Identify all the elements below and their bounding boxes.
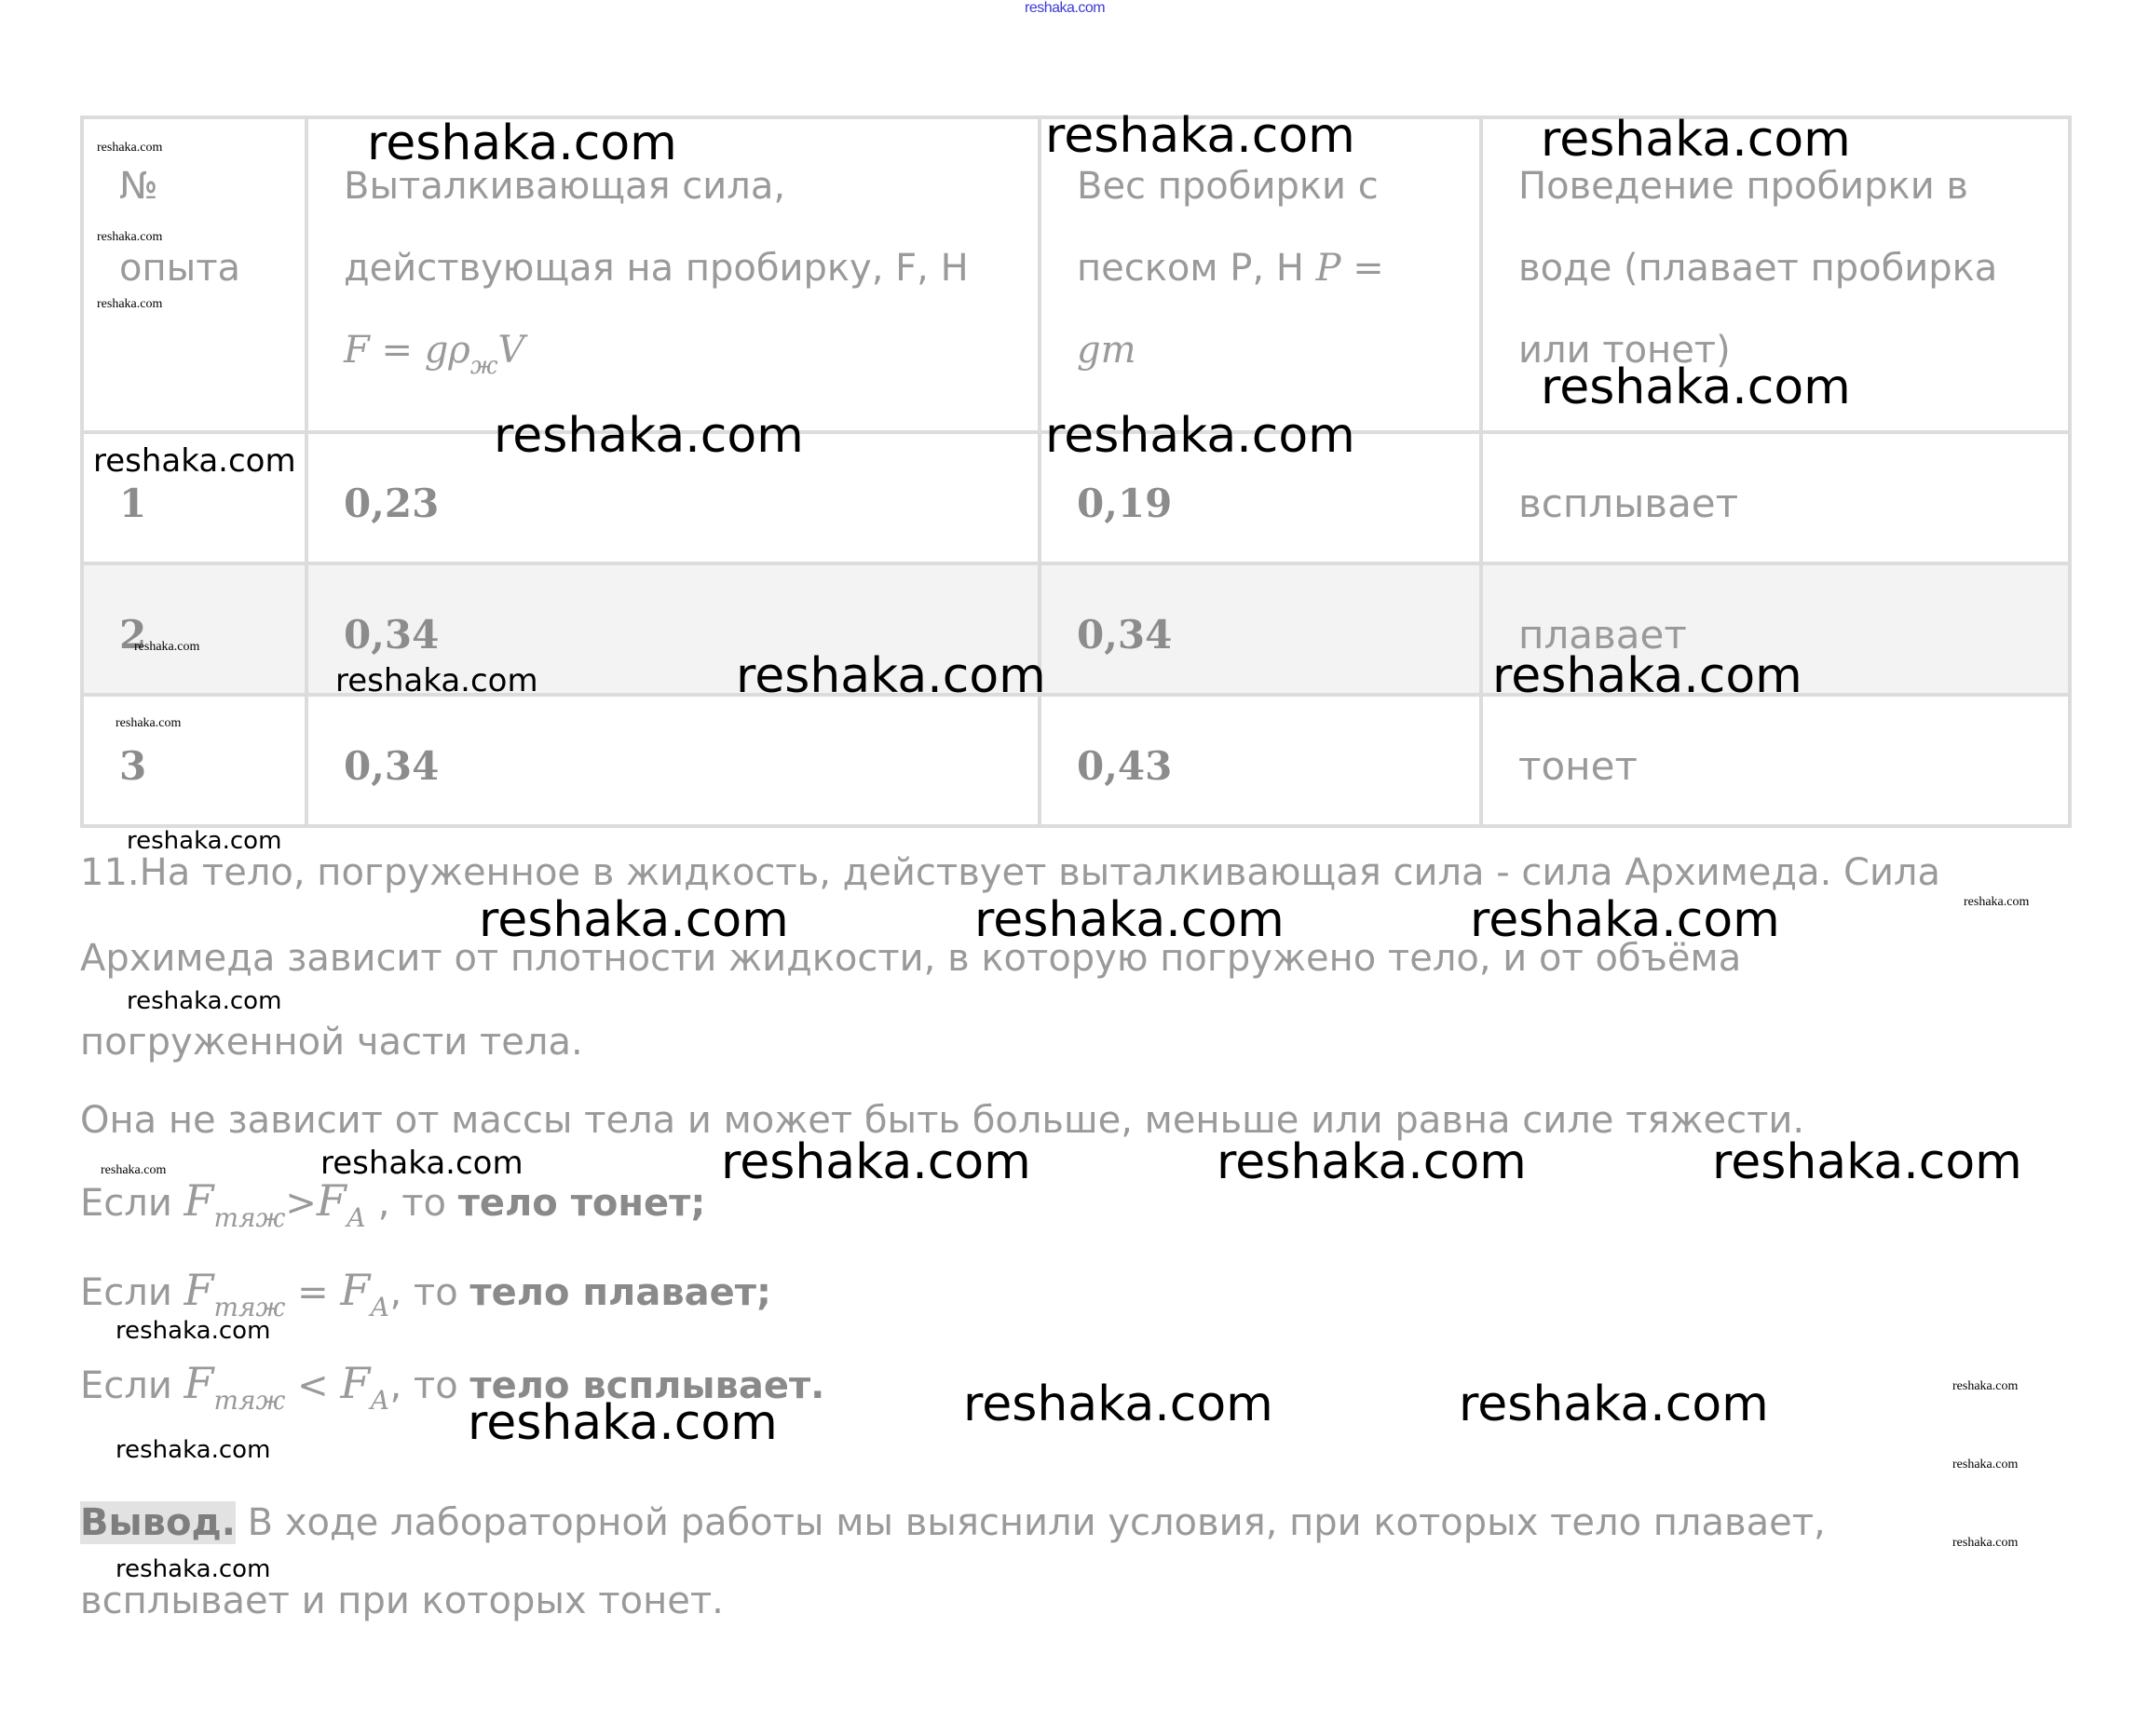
watermark: reshaka.com [721,1134,1031,1190]
watermark: reshaka.com [1217,1134,1527,1190]
buoyant-force-value: 0,34 [306,563,1040,695]
paragraph-line: погруженной части тела. [80,1021,583,1064]
watermark: reshaka.com [1952,1458,2019,1472]
watermark: reshaka.com [494,408,804,464]
watermark: reshaka.com [116,1555,271,1583]
watermark: reshaka.com [97,297,163,311]
buoyant-force-formula: $F = g\rho_жV$ [344,329,525,380]
watermark: reshaka.com [1492,648,1802,704]
watermark: reshaka.com [1952,1379,2019,1393]
watermark: reshaka.com [93,442,296,480]
watermark: reshaka.com [97,230,163,244]
experiment-number: 2 [82,563,306,695]
watermark: reshaka.com [479,892,789,948]
header-tube-weight: Вес пробирки с песком P, Н P = gm [1040,117,1481,432]
watermark: reshaka.com [1470,892,1780,948]
watermark: reshaka.com [127,987,282,1015]
watermark: reshaka.com [116,716,182,730]
watermark: reshaka.com [1459,1377,1769,1432]
condition-rises: Если $F_{тяж} < F_А$, то тело всплывает. [80,1358,825,1416]
behavior-value: всплывает [1481,432,2070,563]
condition-sinks: Если $F_{тяж}>F_А$ , то тело тонет; [80,1175,706,1233]
watermark: reshaka.com [1712,1134,2022,1190]
buoyant-force-value: 0,34 [306,695,1040,826]
watermark: reshaka.com [1952,1536,2019,1550]
paragraph-line: Архимеда зависит от плотности жидкости, в которую погружено тело, и от объёма [80,937,1742,980]
conclusion-line: Вывод. В ходе лабораторной работы мы выяснили условия, при которых тело плавает, [80,1501,1826,1544]
header-tube-behavior: Поведение пробирки в воде (плавает пробирка или тонет) [1481,117,2070,432]
behavior-value: плавает [1481,563,2070,695]
paragraph-line: Она не зависит от массы тела и может быть больше, меньше или равна силе тяжести. [80,1099,1805,1142]
conclusion-line: всплывает и при которых тонет. [80,1580,724,1622]
top-site-link[interactable]: reshaka.com [1025,0,1106,16]
watermark: reshaka.com [97,141,163,155]
watermark: reshaka.com [736,648,1046,704]
condition-floats: Если $F_{тяж} = F_А$, то тело плавает; [80,1265,771,1322]
weight-value: 0,43 [1040,695,1481,826]
watermark: reshaka.com [320,1145,524,1182]
watermark: reshaka.com [963,1377,1273,1432]
weight-formula: P = gm [1077,247,1384,372]
conclusion-label: Вывод. [80,1501,236,1544]
watermark: reshaka.com [367,115,677,171]
watermark: reshaka.com [468,1395,778,1451]
watermark: reshaka.com [1541,112,1851,168]
watermark: reshaka.com [1541,359,1851,415]
experiment-number: 1 [82,432,306,563]
experiment-table [80,112,2072,828]
watermark: reshaka.com [1964,895,2030,909]
weight-value: 0,19 [1040,432,1481,563]
table-row [82,695,2070,826]
watermark: reshaka.com [1045,408,1355,464]
experiment-number: 3 [82,695,306,826]
watermark: reshaka.com [134,640,200,654]
watermark: reshaka.com [974,892,1285,948]
watermark: reshaka.com [116,1317,271,1345]
paragraph-line: 11.На тело, погруженное в жидкость, действует выталкивающая сила - сила Архимеда. Сила [80,851,1941,894]
behavior-value: тонет [1481,695,2070,826]
buoyant-force-value: 0,23 [306,432,1040,563]
header-experiment-number: № опыта [82,117,306,432]
header-buoyant-force: Выталкивающая сила, действующая на пробирку, F, Н $F = g\rho_жV$ [306,117,1040,432]
watermark: reshaka.com [127,827,282,855]
watermark: reshaka.com [101,1163,167,1177]
watermark: reshaka.com [1045,108,1355,164]
watermark: reshaka.com [335,662,538,699]
weight-value: 0,34 [1040,563,1481,695]
watermark: reshaka.com [116,1436,271,1464]
